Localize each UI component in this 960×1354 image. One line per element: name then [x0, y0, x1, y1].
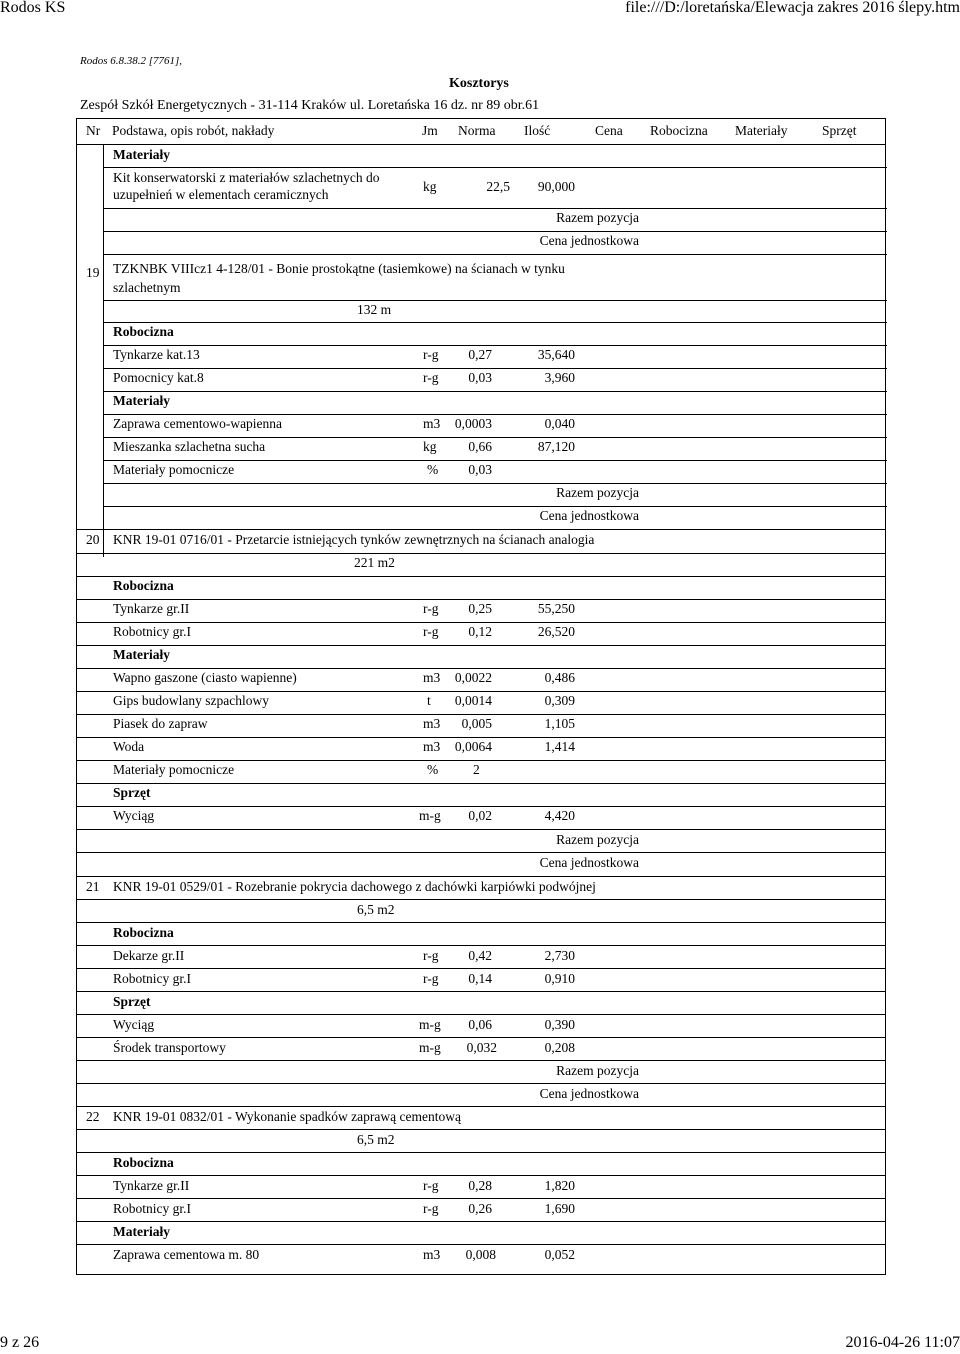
cena-jednostkowa-label: Cena jednostkowa — [539, 1086, 639, 1101]
ilosc-cell: 55,250 — [537, 601, 575, 616]
ilosc-cell: 0,208 — [544, 1040, 575, 1055]
unit-cell: m3 — [423, 416, 441, 431]
ilosc-cell: 0,040 — [544, 416, 575, 431]
position-quantity: 221 m2 — [354, 555, 395, 570]
unit-cell: kg — [423, 439, 437, 454]
unit-cell: r-g — [423, 624, 439, 639]
row-divider — [103, 368, 887, 369]
position-title: KNR 19-01 0716/01 - Przetarcie istniejących tynków zewnętrznych na ścianach analogia — [113, 532, 595, 547]
position-title: KNR 19-01 0832/01 - Wykonanie spadków zaprawą cementową — [113, 1109, 461, 1124]
unit-cell: r-g — [423, 971, 439, 986]
col-header-jm: Jm — [422, 123, 438, 138]
norma-cell: 0,008 — [465, 1247, 496, 1262]
section-label-materialy: Materiały — [113, 393, 170, 408]
ilosc-cell: 1,414 — [544, 739, 575, 754]
unit-cell: r-g — [423, 1201, 439, 1216]
material-name: Mieszanka szlachetna sucha — [113, 439, 266, 454]
norma-cell: 0,66 — [468, 439, 492, 454]
position-title: TZKNBK VIIIcz1 4-128/01 - Bonie prostokątne (tasiemkowe) na ścianach w tynku szlachetnym — [113, 261, 565, 295]
unit-cell: m-g — [419, 808, 441, 823]
browser-title: Rodos KS — [0, 0, 66, 16]
row-divider — [77, 1175, 885, 1176]
unit-cell: m3 — [423, 1247, 441, 1262]
row-divider — [77, 1014, 885, 1015]
norma-cell: 22,5 — [486, 179, 510, 194]
table-top-border — [77, 118, 885, 119]
section-label-sprzet: Sprzęt — [113, 785, 151, 800]
position-quantity: 132 m — [357, 302, 392, 317]
ilosc-cell: 1,690 — [544, 1201, 575, 1216]
col-header-ilosc: Ilość — [524, 123, 551, 138]
cena-jednostkowa-label: Cena jednostkowa — [539, 233, 639, 248]
row-divider — [77, 1221, 885, 1222]
position-divider — [77, 876, 885, 877]
ilosc-cell: 87,120 — [537, 439, 575, 454]
row-divider — [103, 300, 887, 301]
norma-cell: 0,0014 — [454, 693, 492, 708]
norma-cell: 0,06 — [468, 1017, 492, 1032]
ilosc-cell: 90,000 — [537, 179, 575, 194]
row-divider — [77, 1129, 885, 1130]
section-label-robocizna: Robocizna — [113, 324, 174, 339]
col-header-cena: Cena — [595, 123, 623, 138]
section-label-materialy: Materiały — [113, 647, 170, 662]
row-divider — [77, 645, 885, 646]
ilosc-cell: 1,820 — [544, 1178, 575, 1193]
section-label-sprzet: Sprzęt — [113, 994, 151, 1009]
razem-pozycja-label: Razem pozycja — [556, 485, 639, 500]
unit-cell: t — [427, 693, 431, 708]
row-divider — [103, 254, 887, 255]
row-divider — [77, 991, 885, 992]
col-header-sprzet: Sprzęt — [822, 123, 857, 138]
unit-cell: m3 — [423, 716, 441, 731]
col-header-norma: Norma — [458, 123, 496, 138]
row-divider — [77, 1198, 885, 1199]
section-label-robocizna: Robocizna — [113, 925, 174, 940]
equipment-name: Wyciąg — [113, 808, 155, 823]
section-label-materialy: Materiały — [113, 147, 170, 162]
norma-cell: 0,25 — [468, 601, 492, 616]
razem-pozycja-label: Razem pozycja — [556, 1063, 639, 1078]
row-divider — [103, 414, 887, 415]
print-timestamp: 2016-04-26 11:07 — [845, 1334, 960, 1351]
equipment-name: Wyciąg — [113, 1017, 155, 1032]
labor-name: Robotnicy gr.I — [113, 971, 191, 986]
row-divider — [103, 322, 887, 323]
row-divider — [77, 1244, 885, 1245]
position-number: 22 — [86, 1109, 100, 1124]
position-divider — [77, 1106, 885, 1107]
norma-cell: 0,27 — [468, 347, 492, 362]
cena-jednostkowa-label: Cena jednostkowa — [539, 508, 639, 523]
unit-cell: r-g — [423, 347, 439, 362]
ilosc-cell: 0,052 — [544, 1247, 575, 1262]
unit-cell: % — [427, 762, 439, 777]
ilosc-cell: 3,960 — [544, 370, 575, 385]
position-number: 20 — [86, 532, 100, 547]
norma-cell: 0,02 — [468, 808, 492, 823]
unit-cell: m3 — [423, 739, 441, 754]
position-number: 21 — [86, 879, 100, 894]
row-divider — [77, 852, 885, 853]
ilosc-cell: 2,730 — [544, 948, 575, 963]
unit-cell: m3 — [423, 670, 441, 685]
section-label-materialy: Materiały — [113, 1224, 170, 1239]
norma-cell: 0,0022 — [454, 670, 492, 685]
norma-cell: 0,26 — [468, 1201, 492, 1216]
row-divider — [77, 760, 885, 761]
header-divider — [77, 144, 885, 145]
row-divider — [103, 460, 887, 461]
norma-cell: 0,0003 — [454, 416, 492, 431]
row-divider — [77, 714, 885, 715]
row-divider — [77, 553, 885, 554]
material-name: Wapno gaszone (ciasto wapienne) — [113, 670, 297, 685]
labor-name: Dekarze gr.II — [113, 948, 185, 963]
unit-cell: r-g — [423, 370, 439, 385]
ilosc-cell: 0,486 — [544, 670, 575, 685]
row-divider — [103, 437, 887, 438]
material-name: Zaprawa cementowa m. 80 — [113, 1247, 260, 1262]
labor-name: Robotnicy gr.I — [113, 624, 191, 639]
norma-cell: 0,032 — [466, 1040, 497, 1055]
razem-pozycja-label: Razem pozycja — [556, 210, 639, 225]
row-divider — [77, 1083, 885, 1084]
labor-name: Robotnicy gr.I — [113, 1201, 191, 1216]
col-header-opis: Podstawa, opis robót, nakłady — [112, 123, 275, 138]
ilosc-cell: 26,520 — [537, 624, 575, 639]
norma-cell: 0,0064 — [454, 739, 492, 754]
material-name: Gips budowlany szpachlowy — [113, 693, 269, 708]
section-label-robocizna: Robocizna — [113, 578, 174, 593]
row-divider — [77, 806, 885, 807]
norma-cell: 2 — [473, 762, 480, 777]
row-divider — [77, 899, 885, 900]
ilosc-cell: 35,640 — [537, 347, 575, 362]
unit-cell: r-g — [423, 601, 439, 616]
row-divider — [77, 668, 885, 669]
page-counter: 9 z 26 — [0, 1334, 40, 1351]
material-name: Woda — [113, 739, 145, 754]
norma-cell: 0,28 — [468, 1178, 492, 1193]
unit-cell: kg — [423, 179, 437, 194]
cost-table — [76, 118, 886, 1275]
position-title: KNR 19-01 0529/01 - Rozebranie pokrycia dachowego z dachówki karpiówki podwójnej — [113, 879, 596, 894]
position-number: 19 — [86, 265, 100, 280]
unit-cell: r-g — [423, 948, 439, 963]
ilosc-cell: 4,420 — [544, 808, 575, 823]
norma-cell: 0,12 — [468, 624, 492, 639]
row-divider — [77, 783, 885, 784]
unit-cell: % — [427, 462, 439, 477]
row-divider — [77, 599, 885, 600]
material-name: Piasek do zapraw — [113, 716, 208, 731]
row-divider — [77, 737, 885, 738]
equipment-name: Środek transportowy — [113, 1040, 226, 1055]
row-divider — [77, 576, 885, 577]
material-name: Materiały pomocnicze — [113, 762, 235, 777]
cena-jednostkowa-label: Cena jednostkowa — [539, 855, 639, 870]
unit-cell: m-g — [419, 1040, 441, 1055]
razem-pozycja-label: Razem pozycja — [556, 832, 639, 847]
material-name: Kit konserwatorski z materiałów szlachetnych do uzupełnień w elementach ceramicznych — [113, 170, 380, 202]
row-divider — [77, 829, 885, 830]
row-divider — [77, 691, 885, 692]
row-divider — [77, 1152, 885, 1153]
row-divider — [103, 231, 887, 232]
document-title: Kosztorys — [449, 76, 509, 91]
labor-name: Pomocnicy kat.8 — [113, 370, 204, 385]
row-divider — [103, 345, 887, 346]
row-divider — [77, 1060, 885, 1061]
labor-name: Tynkarze gr.II — [113, 1178, 190, 1193]
material-name: Materiały pomocnicze — [113, 462, 235, 477]
col-header-robocizna: Robocizna — [650, 123, 708, 138]
norma-cell: 0,14 — [468, 971, 492, 986]
norma-cell: 0,42 — [468, 948, 492, 963]
ilosc-cell: 1,105 — [544, 716, 575, 731]
ilosc-cell: 0,910 — [544, 971, 575, 986]
labor-name: Tynkarze gr.II — [113, 601, 190, 616]
norma-cell: 0,03 — [468, 462, 492, 477]
labor-name: Tynkarze kat.13 — [113, 347, 200, 362]
position-quantity: 6,5 m2 — [357, 902, 395, 917]
norma-cell: 0,03 — [468, 370, 492, 385]
row-divider — [103, 506, 887, 507]
row-divider — [103, 208, 887, 209]
row-divider — [77, 922, 885, 923]
unit-cell: m-g — [419, 1017, 441, 1032]
row-divider — [77, 945, 885, 946]
material-name: Zaprawa cementowo-wapienna — [113, 416, 283, 431]
row-divider — [77, 1037, 885, 1038]
ilosc-cell: 0,390 — [544, 1017, 575, 1032]
row-divider — [103, 167, 887, 168]
norma-cell: 0,005 — [461, 716, 492, 731]
section-label-robocizna: Robocizna — [113, 1155, 174, 1170]
col-header-nr: Nr — [86, 123, 101, 138]
document-subtitle: Zespół Szkół Energetycznych - 31-114 Kraków ul. Loretańska 16 dz. nr 89 obr.61 — [80, 98, 540, 113]
row-divider — [77, 968, 885, 969]
ilosc-cell: 0,309 — [544, 693, 575, 708]
row-divider — [103, 483, 887, 484]
position-divider — [77, 529, 885, 530]
nr-column-divider — [103, 144, 104, 557]
position-quantity: 6,5 m2 — [357, 1132, 395, 1147]
page-url: file:///D:/loretańska/Elewacja zakres 2016 ślepy.htm — [625, 0, 960, 16]
software-version: Rodos 6.8.38.2 [7761], — [80, 55, 183, 67]
unit-cell: r-g — [423, 1178, 439, 1193]
col-header-materialy: Materiały — [735, 123, 788, 138]
row-divider — [103, 391, 887, 392]
row-divider — [77, 622, 885, 623]
